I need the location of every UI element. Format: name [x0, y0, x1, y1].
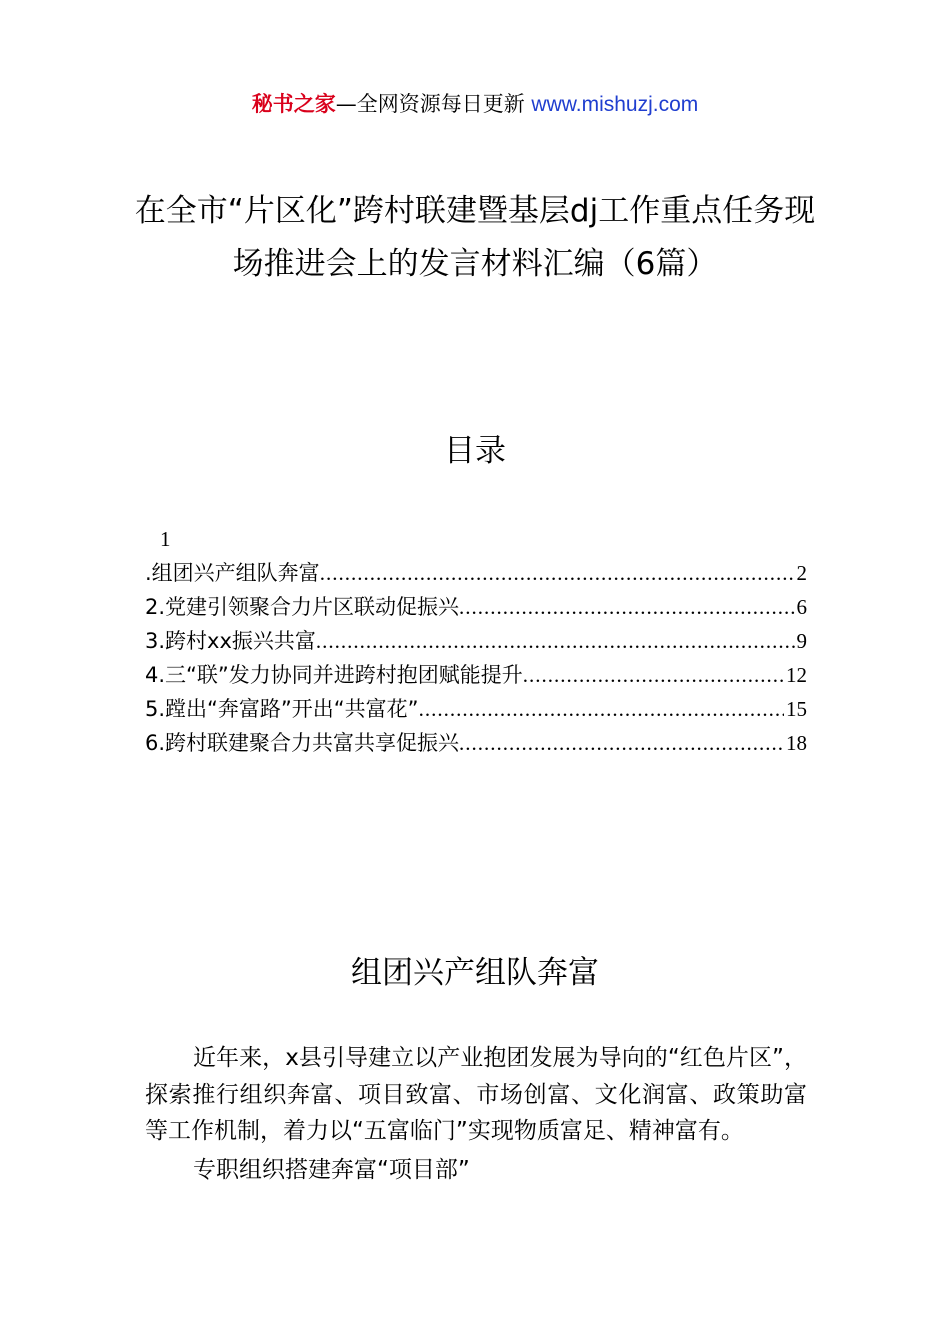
subheading-paragraph: 专职组织搭建奔富“项目部” — [193, 1156, 470, 1183]
site-slogan: —全网资源每日更新 — [335, 92, 525, 116]
body-paragraph: 近年来，x县引导建立以产业抱团发展为导向的“红色片区”，探索推行组织奔富、项目致富、市场创富、文化润富、政策助富等工作机制，着力以“五富临门”实现物质富足、精神富有。 — [145, 1045, 807, 1144]
toc-entry-label: 3.跨村xx振兴共富 — [145, 629, 316, 653]
toc-entry-page: 6 — [796, 595, 807, 619]
toc-entry[interactable] — [145, 556, 807, 590]
toc-dot-leader — [459, 590, 794, 624]
site-header — [0, 88, 950, 121]
toc-entry[interactable] — [145, 658, 807, 692]
toc-entry-page: 2 — [796, 561, 807, 585]
toc-entry[interactable] — [145, 590, 807, 624]
body-text — [145, 1040, 807, 1188]
section-title: 组团兴产组队奔富 — [351, 955, 599, 991]
toc-entry-page: 18 — [786, 731, 807, 755]
site-brand: 秘书之家 — [251, 92, 336, 116]
toc-heading: 目录 — [444, 433, 506, 469]
toc-entry[interactable] — [145, 726, 807, 760]
site-url-link[interactable]: www.mishuzj.com — [531, 93, 699, 116]
toc-dot-leader — [459, 726, 784, 760]
toc-entry-label: 6.跨村联建聚合力共富共享促振兴 — [145, 731, 460, 755]
table-of-contents — [145, 522, 807, 760]
toc-entry[interactable] — [145, 692, 807, 726]
toc-dot-leader — [523, 658, 784, 692]
toc-entry[interactable] — [145, 624, 807, 658]
toc-dot-leader — [419, 692, 784, 726]
toc-number: 1 — [160, 527, 171, 551]
toc-dot-leader — [320, 556, 795, 590]
toc-entry-page: 9 — [796, 629, 807, 653]
toc-entry-page: 12 — [786, 663, 807, 687]
document-title: 在全市“片区化”跨村联建暨基层dj工作重点任务现场推进会上的发言材料汇编（6篇） — [134, 193, 816, 282]
toc-entry-label: .组团兴产组队奔富 — [145, 561, 320, 585]
toc-dot-leader — [316, 624, 795, 658]
toc-entry-label: 2.党建引领聚合力片区联动促振兴 — [145, 595, 460, 619]
toc-entry-label: 5.蹚出“奔富路”开出“共富花” — [145, 697, 419, 721]
toc-entry-page: 15 — [786, 697, 807, 721]
toc-entry-label: 4.三“联”发力协同并进跨村抱团赋能提升 — [145, 663, 523, 687]
